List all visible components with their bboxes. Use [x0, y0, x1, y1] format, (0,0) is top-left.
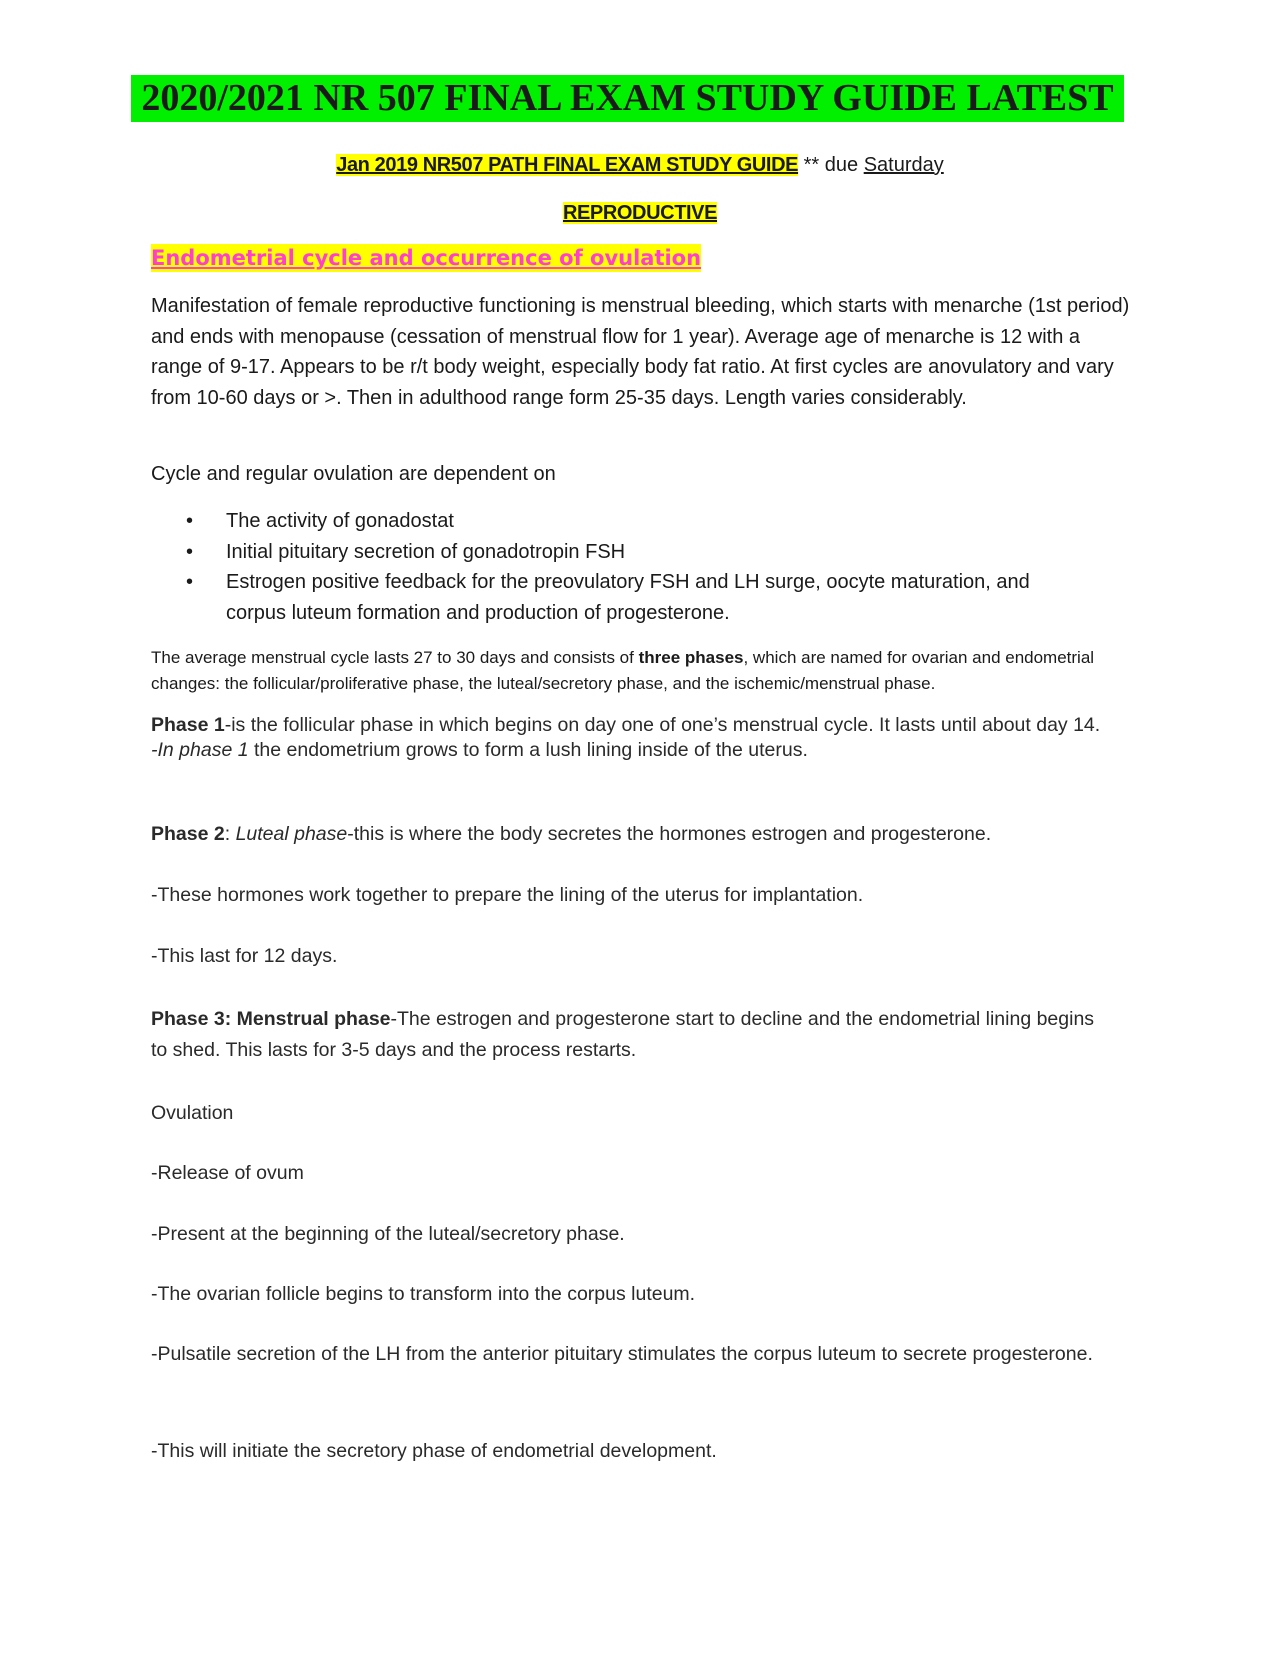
cycle-intro: Cycle and regular ovulation are dependent on [151, 463, 556, 485]
subtitle-due-day: Saturday [863, 154, 944, 176]
list-item [186, 506, 1086, 537]
phase2-italic: Luteal phase [235, 823, 348, 845]
phase2-colon: : [224, 823, 236, 845]
list-item-text: Estrogen positive feedback for the preovulatory FSH and LH surge, oocyte maturation, and corpus luteum formation and production of progesterone. [226, 571, 1030, 624]
average-text-end: , which are named for ovarian and endometrial changes: the follicular/proliferative phase, the luteal/secretory phase, and the ischemic/menstrual phase. [151, 648, 1095, 693]
phase2-note: -These hormones work together to prepare the lining of the uterus for implantation. [151, 884, 864, 906]
phase3-paragraph [151, 1004, 1111, 1066]
dependency-list [186, 506, 1086, 628]
average-cycle-paragraph [151, 645, 1111, 696]
list-item [186, 567, 1086, 628]
ovulation-point: -Present at the beginning of the luteal/secretory phase. [151, 1223, 625, 1245]
section-heading-label: REPRODUCTIVE [562, 202, 718, 224]
phase1-line2-text: the endometrium grows to form a lush lining inside of the uterus. [248, 738, 808, 761]
ovulation-heading: Ovulation [151, 1102, 234, 1124]
intro-paragraph: Manifestation of female reproductive functioning is menstrual bleeding, which starts with menarche (1st period) and ends with menopause (cessation of menstrual flow for 1 year). Average age of menarche is 12 with a range of 9-17. Appears to be r/t body weight, especially body fat ratio. At first cycles are anovulatory and vary from 10-60 days or >. Then in adulthood range form 25-35 days. Length varies considerably. [151, 295, 1130, 409]
ovulation-point: -This will initiate the secretory phase of endometrial development. [151, 1440, 717, 1462]
average-text-bold: three phases [638, 648, 744, 667]
subtitle-middle: ** due [798, 154, 864, 176]
phase3-label: Phase 3: Menstrual phase [151, 1008, 391, 1030]
document-title: 2020/2021 NR 507 FINAL EXAM STUDY GUIDE LATEST [131, 75, 1124, 122]
average-text-start: The average menstrual cycle lasts 27 to 30 days and consists of [151, 648, 639, 667]
phase2-text: -this is where the body secretes the hormones estrogen and progesterone. [347, 823, 992, 845]
ovulation-point: -Release of ovum [151, 1162, 304, 1184]
topic-heading: Endometrial cycle and occurrence of ovulation [151, 246, 702, 270]
phase3-text: -The estrogen and progesterone start to decline and the endometrial lining begins to shed. This lasts for 3-5 days and the process restarts. [151, 1008, 1095, 1061]
phase1-italic: -In phase 1 [151, 738, 249, 761]
phase1-text: -is the follicular phase in which begins on day one of one’s menstrual cycle. It lasts until about day 14. [224, 714, 1101, 736]
subtitle-highlight: Jan 2019 NR507 PATH FINAL EXAM STUDY GUIDE [336, 154, 799, 176]
bullet-icon: • [186, 540, 194, 563]
phase1-label: Phase 1 [151, 714, 225, 736]
bullet-icon: • [186, 571, 194, 593]
ovulation-point: -The ovarian follicle begins to transform into the corpus luteum. [151, 1283, 696, 1305]
ovulation-point: -Pulsatile secretion of the LH from the anterior pituitary stimulates the corpus luteum to secrete progesterone. [151, 1343, 1093, 1365]
phase2-label: Phase 2 [151, 823, 225, 845]
list-item [186, 537, 1086, 568]
list-item-text: The activity of gonadostat [226, 510, 454, 532]
phase2-paragraph [151, 822, 1111, 847]
phase2-note: -This last for 12 days. [151, 945, 338, 967]
section-heading [0, 200, 1280, 226]
list-item-text: Initial pituitary secretion of gonadotropin FSH [226, 540, 626, 563]
phase1-paragraph [151, 713, 1111, 762]
bullet-icon: • [186, 510, 194, 532]
study-guide-subtitle [0, 152, 1280, 178]
